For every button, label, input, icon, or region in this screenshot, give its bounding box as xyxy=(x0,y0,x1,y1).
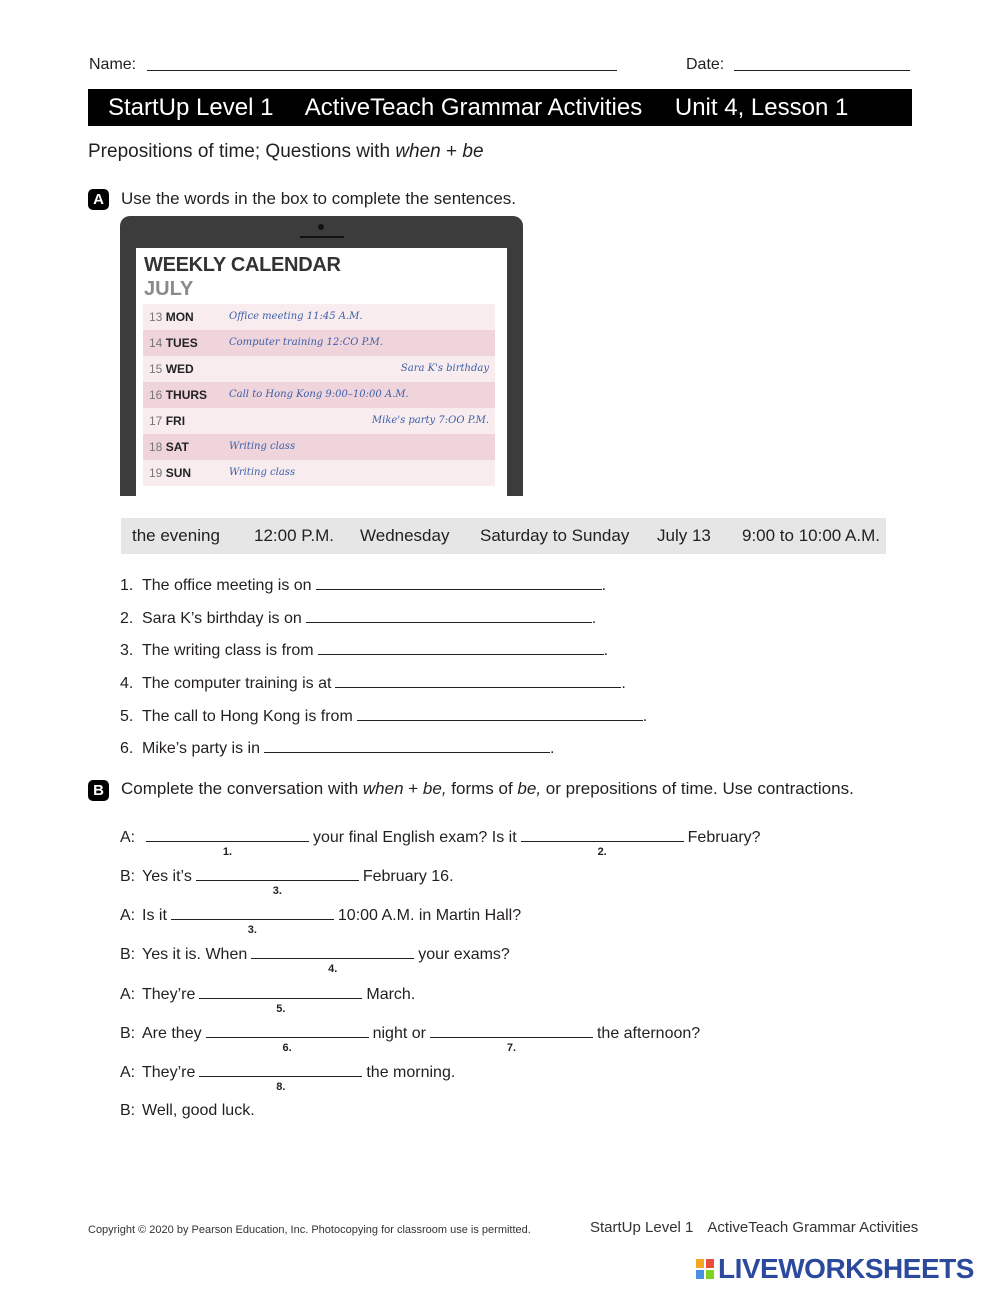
dialogue-line xyxy=(120,828,761,858)
sentence-text: Mike’s party is in xyxy=(142,740,260,757)
footer-product-name: ActiveTeach Grammar Activities xyxy=(707,1219,919,1236)
blank-number: 6. xyxy=(282,1042,292,1054)
dialogue-text: They’re xyxy=(142,986,196,1003)
day-name: THURS xyxy=(165,388,208,402)
sentence-number: 3. xyxy=(120,642,134,659)
speaker-label: B: xyxy=(120,946,136,963)
answer-blank[interactable] xyxy=(171,906,334,936)
lesson-subtitle xyxy=(88,141,484,163)
dialogue-text: Yes it’s xyxy=(142,868,192,885)
answer-blank[interactable] xyxy=(335,674,621,688)
dialogue-text: February 16. xyxy=(362,868,454,885)
speaker-label: A: xyxy=(120,907,136,924)
answer-blank[interactable] xyxy=(206,1024,369,1054)
banner-product: ActiveTeach Grammar Activities xyxy=(304,94,643,121)
sentence-number: 1. xyxy=(120,577,134,594)
answer-blank[interactable] xyxy=(318,641,604,655)
sentence-end: . xyxy=(642,708,648,725)
day-name: TUES xyxy=(165,336,198,350)
word-option[interactable]: 9:00 to 10:00 A.M. xyxy=(742,526,880,545)
day-number: 17 xyxy=(149,414,163,428)
dialogue-line xyxy=(120,1102,255,1120)
footer-series-name: StartUp Level 1 xyxy=(590,1219,694,1236)
answer-blank[interactable] xyxy=(430,1024,593,1054)
tablet-speaker xyxy=(300,236,344,238)
dialogue-line xyxy=(120,985,416,1015)
banner-unit: Unit 4, Lesson 1 xyxy=(674,94,849,121)
word-option[interactable]: Saturday to Sunday xyxy=(480,526,630,545)
date-label: Date: xyxy=(686,56,725,73)
calendar-event: Sara K's birthday xyxy=(400,363,489,374)
sentence-item xyxy=(120,739,554,758)
calendar-row xyxy=(143,434,495,460)
calendar-event: Writing class xyxy=(229,467,296,478)
answer-blank[interactable] xyxy=(146,828,309,858)
date-field[interactable] xyxy=(734,70,910,71)
sentence-end: . xyxy=(601,577,607,594)
copyright-notice: Copyright © 2020 by Pearson Education, Inc. Photocopying for classroom use is permitted. xyxy=(88,1224,531,1236)
day-number: 15 xyxy=(149,362,163,376)
calendar-event: Computer training 12:CO P.M. xyxy=(229,337,383,348)
calendar-rows xyxy=(143,304,495,486)
sentence-item xyxy=(120,641,608,660)
calendar-row xyxy=(143,382,495,408)
blank-number: 4. xyxy=(328,963,338,975)
dialogue-text: Is it xyxy=(142,907,167,924)
word-option[interactable]: July 13 xyxy=(657,526,711,545)
liveworksheets-icon xyxy=(695,1258,715,1280)
liveworksheets-logo xyxy=(695,1253,974,1285)
name-label: Name: xyxy=(89,56,137,73)
footer-series xyxy=(590,1219,932,1236)
speaker-label: A: xyxy=(120,829,136,846)
calendar-event: Writing class xyxy=(229,441,296,452)
answer-blank[interactable] xyxy=(264,739,550,753)
answer-blank[interactable] xyxy=(316,576,602,590)
dialogue-line xyxy=(120,867,454,897)
answer-blank[interactable] xyxy=(199,985,362,1015)
sentence-text: Sara K’s birthday is on xyxy=(142,610,302,627)
blank-number: 5. xyxy=(276,1003,286,1015)
sentence-number: 2. xyxy=(120,610,134,627)
dialogue-line xyxy=(120,1063,456,1093)
day-name: MON xyxy=(165,310,194,324)
dialogue-line xyxy=(120,945,510,975)
sentence-text: The office meeting is on xyxy=(142,577,312,594)
dialogue-text: March. xyxy=(366,986,416,1003)
dialogue-text: Are they xyxy=(142,1025,202,1042)
logo-tile xyxy=(705,1269,715,1280)
answer-blank[interactable] xyxy=(251,945,414,975)
day-name: SUN xyxy=(165,466,192,480)
speaker-label: B: xyxy=(120,1102,136,1119)
dialogue-text: the morning. xyxy=(366,1064,456,1081)
dialogue-text: your final English exam? Is it xyxy=(313,829,517,846)
blank-number: 3. xyxy=(272,885,282,897)
section-a-instruction: Use the words in the box to complete the sentences. xyxy=(121,189,517,208)
instr-text: forms of xyxy=(446,779,518,798)
section-a-badge: A xyxy=(88,189,109,210)
blank-number: 7. xyxy=(506,1042,517,1054)
blank-number: 3. xyxy=(247,924,257,936)
dialogue-text: the afternoon? xyxy=(596,1025,701,1042)
day-number: 13 xyxy=(149,310,163,324)
speaker-label: B: xyxy=(120,868,136,885)
sentence-number: 6. xyxy=(120,740,134,757)
subtitle-plus: + xyxy=(440,141,463,162)
section-b-badge: B xyxy=(88,780,109,801)
subtitle-emph-be: be xyxy=(462,141,484,162)
word-option[interactable]: 12:00 P.M. xyxy=(254,526,335,545)
calendar-event: Mike's party 7:OO P.M. xyxy=(371,415,489,426)
answer-blank[interactable] xyxy=(357,707,643,721)
section-b-instruction xyxy=(121,779,854,799)
word-box xyxy=(121,518,886,554)
blank-number: 1. xyxy=(222,846,233,858)
camera-icon xyxy=(318,224,324,230)
dialogue-text: Yes it is. When xyxy=(142,946,248,963)
day-name: FRI xyxy=(165,414,186,428)
calendar-row xyxy=(143,330,495,356)
answer-blank[interactable] xyxy=(199,1063,362,1093)
sentence-item xyxy=(120,576,606,595)
day-number: 16 xyxy=(149,388,163,402)
name-field[interactable] xyxy=(147,70,617,71)
sentence-text: The writing class is from xyxy=(142,642,314,659)
sentence-number: 5. xyxy=(120,708,134,725)
calendar-row xyxy=(143,356,495,382)
calendar-title: WEEKLY CALENDAR xyxy=(144,254,341,276)
dialogue-line xyxy=(120,906,522,936)
speaker-label: A: xyxy=(120,986,136,1003)
sentence-item xyxy=(120,674,626,693)
answer-blank[interactable] xyxy=(196,867,359,897)
banner-series: StartUp Level 1 xyxy=(108,94,274,121)
answer-blank[interactable] xyxy=(306,609,592,623)
logo-text: LIVEWORKSHEETS xyxy=(718,1253,974,1284)
sentence-text: The computer training is at xyxy=(142,675,332,692)
calendar-event: Office meeting 11:45 A.M. xyxy=(229,311,363,322)
sentence-number: 4. xyxy=(120,675,134,692)
day-number: 14 xyxy=(149,336,163,350)
instr-text: Complete the conversation with xyxy=(121,779,363,798)
calendar-row xyxy=(143,304,495,330)
day-number: 19 xyxy=(149,466,163,480)
calendar-event: Call to Hong Kong 9:00–10:00 A.M. xyxy=(229,389,409,400)
dialogue-text: your exams? xyxy=(418,946,510,963)
sentence-end: . xyxy=(621,675,626,692)
blank-number: 2. xyxy=(597,846,607,858)
calendar-row xyxy=(143,460,495,486)
word-option[interactable]: Wednesday xyxy=(360,526,450,545)
sentence-item xyxy=(120,609,596,628)
answer-blank[interactable] xyxy=(521,828,684,858)
blank-number: 8. xyxy=(276,1081,286,1093)
day-number: 18 xyxy=(149,440,163,454)
dialogue-text: February? xyxy=(687,829,761,846)
instr-emph: be, xyxy=(422,779,447,798)
subtitle-emph-when: when xyxy=(395,141,441,162)
dialogue-line xyxy=(120,1024,701,1054)
dialogue-text: 10:00 A.M. in Martin Hall? xyxy=(337,907,522,924)
word-option[interactable]: the evening xyxy=(132,526,220,545)
sentence-item xyxy=(120,707,647,726)
dialogue-text: They’re xyxy=(142,1064,196,1081)
sentence-end: . xyxy=(591,610,597,627)
calendar-screen xyxy=(136,248,507,496)
logo-tile xyxy=(695,1269,705,1280)
dialogue-text: night or xyxy=(372,1025,426,1042)
sentence-end: . xyxy=(549,740,555,757)
speaker-label: B: xyxy=(120,1025,136,1042)
calendar-month: JULY xyxy=(144,278,194,300)
tablet-calendar xyxy=(120,216,523,496)
instr-emph: when xyxy=(362,779,404,798)
instr-text: or prepositions of time. Use contractions. xyxy=(541,779,854,798)
subtitle-text: Prepositions of time; Questions with xyxy=(88,141,396,162)
sentence-text: The call to Hong Kong is from xyxy=(142,708,353,725)
instr-text: + xyxy=(403,779,423,798)
title-banner xyxy=(88,89,912,126)
speaker-label: A: xyxy=(120,1064,136,1081)
calendar-row xyxy=(143,408,495,434)
sentence-end: . xyxy=(603,642,609,659)
dialogue-text: Well, good luck. xyxy=(142,1102,255,1119)
logo-tile xyxy=(705,1258,715,1269)
day-name: WED xyxy=(165,362,194,376)
day-name: SAT xyxy=(165,440,189,454)
instr-emph: be, xyxy=(517,779,542,798)
logo-tile xyxy=(695,1258,705,1269)
